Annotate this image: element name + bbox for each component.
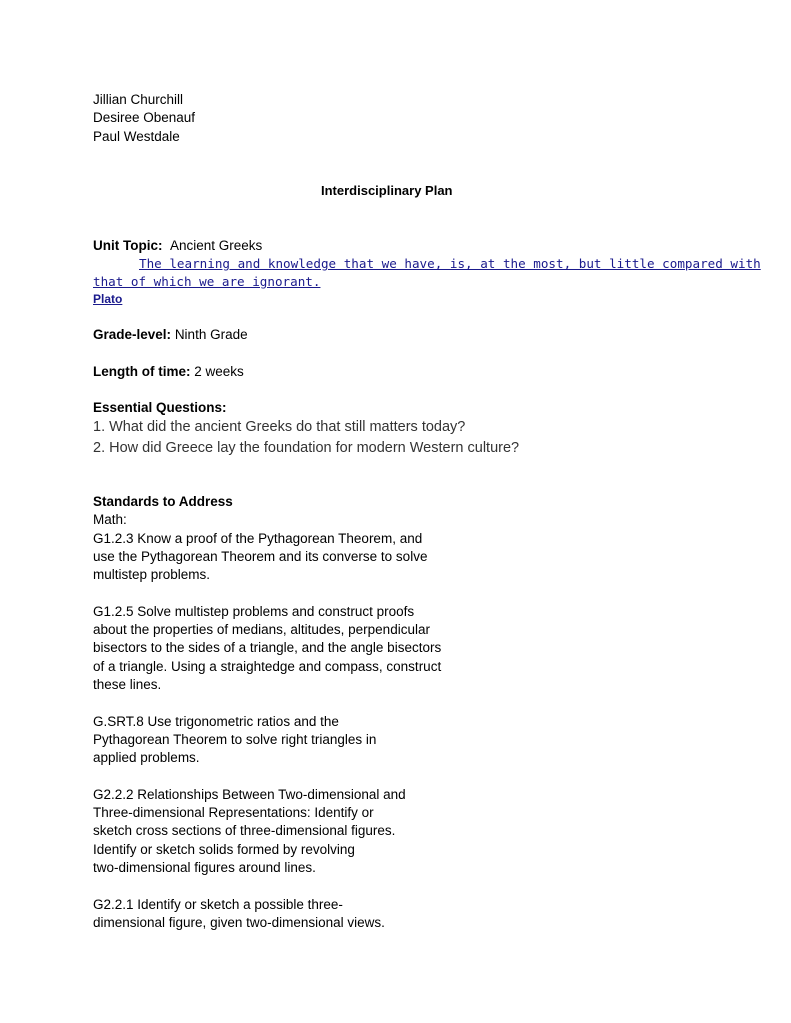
standard-line: G.SRT.8 Use trigonometric ratios and the xyxy=(93,713,339,729)
author-name: Paul Westdale xyxy=(93,128,180,144)
standards-subject: Math: xyxy=(93,512,127,528)
standards-section xyxy=(93,493,713,932)
essential-question: 2. How did Greece lay the foundation for modern Western culture? xyxy=(93,439,520,456)
standard-line: G2.2.1 Identify or sketch a possible three- xyxy=(93,896,343,912)
quote-line[interactable]: that of which we are ignorant. xyxy=(93,274,321,290)
standard-line: these lines. xyxy=(93,676,162,692)
unit-topic-section xyxy=(93,237,761,307)
standard-line: G2.2.2 Relationships Between Two-dimensional and xyxy=(93,786,406,802)
standard-line: Three-dimensional Representations: Identify or xyxy=(93,805,374,821)
standard-line: applied problems. xyxy=(93,750,200,766)
grade-level-section xyxy=(93,326,713,344)
standard-line: multistep problems. xyxy=(93,567,211,583)
grade-level-value: Ninth Grade xyxy=(174,327,248,342)
length-of-time-label: Length of time: xyxy=(93,364,191,379)
standard-line: use the Pythagorean Theorem and its converse to solve xyxy=(93,548,428,564)
standard-line: Identify or sketch solids formed by revolving xyxy=(93,841,355,857)
essential-questions-label: Essential Questions: xyxy=(93,400,227,415)
standard-line: two-dimensional figures around lines. xyxy=(93,859,316,875)
quote-line[interactable]: The learning and knowledge that we have, is, at the most, but little compared with xyxy=(139,256,761,272)
standard-item xyxy=(93,603,713,694)
standard-line: of a triangle. Using a straightedge and compass, construct xyxy=(93,658,442,674)
quote-attribution-link[interactable]: Plato xyxy=(93,292,123,307)
standard-line: G1.2.5 Solve multistep problems and construct proofs xyxy=(93,603,415,619)
standard-line: bisectors to the sides of a triangle, and the angle bisectors xyxy=(93,640,442,656)
unit-topic-value: Ancient Greeks xyxy=(170,238,263,253)
author-name: Desiree Obenauf xyxy=(93,110,196,126)
standard-line: sketch cross sections of three-dimensional figures. xyxy=(93,823,396,839)
standard-line: Pythagorean Theorem to solve right triangles in xyxy=(93,731,377,747)
standard-line: dimensional figure, given two-dimensional views. xyxy=(93,914,385,930)
length-of-time-value: 2 weeks xyxy=(194,364,244,379)
standard-item xyxy=(93,713,713,768)
length-of-time-section xyxy=(93,363,713,381)
grade-level-label: Grade-level: xyxy=(93,327,172,342)
document-title: Interdisciplinary Plan xyxy=(321,183,453,198)
standard-item xyxy=(93,786,713,877)
author-name: Jillian Churchill xyxy=(93,92,184,107)
essential-question: 1. What did the ancient Greeks do that still matters today? xyxy=(93,419,466,436)
standard-item xyxy=(93,896,713,933)
author-list xyxy=(93,91,713,146)
essential-questions-section xyxy=(93,399,713,458)
standards-label: Standards to Address xyxy=(93,494,233,509)
unit-topic-label: Unit Topic: xyxy=(93,238,163,253)
standard-item xyxy=(93,530,713,585)
standard-line: about the properties of medians, altitudes, perpendicular xyxy=(93,622,430,638)
standard-line: G1.2.3 Know a proof of the Pythagorean Theorem, and xyxy=(93,530,423,546)
